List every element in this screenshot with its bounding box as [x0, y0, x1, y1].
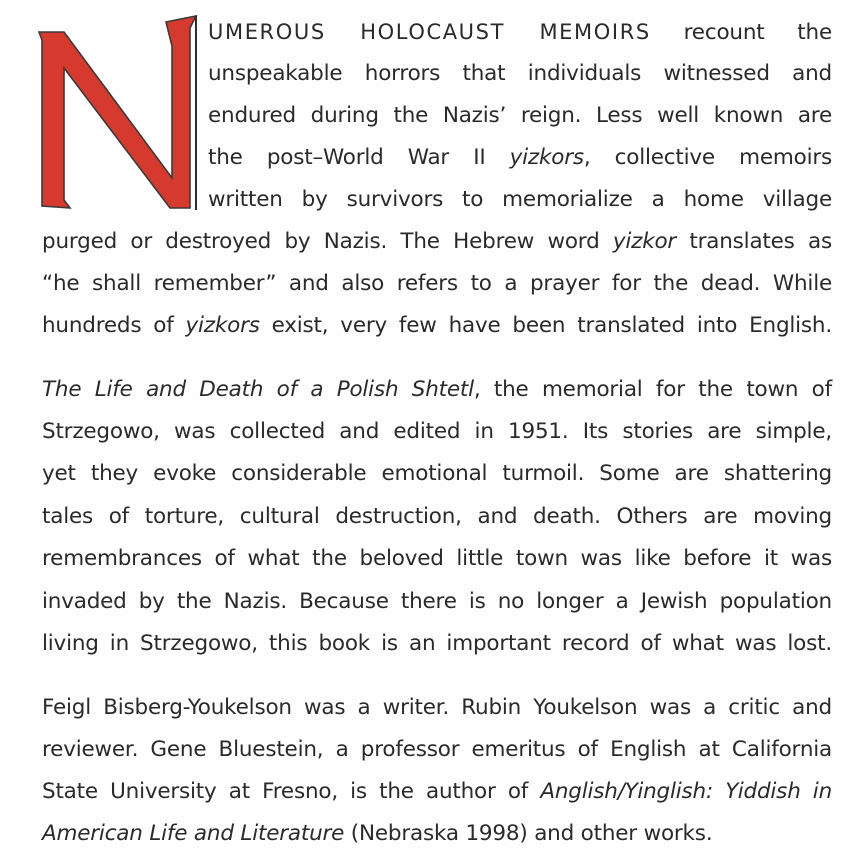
p1-line-6-italic: yizkor — [612, 229, 677, 254]
p3-line-2: reviewer. Gene Bluestein, a professor emeritus of English at California — [42, 737, 832, 762]
p3-line-4-italic: American Life and Literature — [42, 821, 345, 846]
p1-line-7: “he shall remember” and also refers to a prayer for the dead. While — [42, 271, 832, 296]
p1-line-4-after: , collective memoirs — [583, 145, 832, 170]
p1-line-3: endured during the Nazis’ reign. Less well known are — [208, 103, 832, 128]
drop-cap-letter-n — [38, 10, 204, 210]
drop-cap-n-icon — [38, 10, 204, 210]
p1-line-6 — [42, 228, 832, 256]
p2-line-4: tales of torture, cultural destruction, and death. Others are moving — [42, 504, 832, 529]
p2-line-3: yet they evoke considerable emotional turmoil. Some are shattering — [42, 461, 832, 486]
p2-line-5: remembrances of what the beloved little town was like before it was — [42, 546, 832, 571]
p1-line-1 — [208, 18, 832, 47]
p1-line-8 — [42, 312, 832, 340]
p1-line-1-rest: recount the — [650, 20, 832, 45]
p1-line-6-before: purged or destroyed by Nazis. The Hebrew word — [42, 229, 613, 254]
p2-line-1-italic: The Life and Death of a Polish Shtetl — [42, 377, 474, 402]
p1-line-5: written by survivors to memorialize a home village — [208, 187, 832, 212]
p1-line-4 — [208, 144, 832, 172]
p3-line-1: Feigl Bisberg-Youkelson was a writer. Rubin Youkelson was a critic and — [42, 695, 832, 720]
p1-line-4-before: the post–World War II — [208, 145, 510, 170]
p1-line-2: unspeakable horrors that individuals witnessed and — [208, 61, 832, 86]
p3-line-3-before: State University at Fresno, is the author of — [42, 779, 541, 804]
p2-line-2: Strzegowo, was collected and edited in 1951. Its stories are simple, — [42, 419, 832, 444]
p2-line-1-after: , the memorial for the town of — [473, 377, 833, 402]
p2-line-1 — [42, 376, 832, 404]
p1-line-6-after: translates as — [676, 229, 832, 254]
p3-line-3 — [42, 778, 832, 806]
p2-line-6: invaded by the Nazis. Because there is no longer a Jewish population — [42, 589, 832, 614]
p1-line-8-italic: yizkors — [185, 313, 260, 338]
p1-line-8-before: hundreds of — [42, 313, 186, 338]
drop-cap-n-shape — [39, 16, 196, 208]
p2-line-7: living in Strzegowo, this book is an important record of what was lost. — [42, 631, 832, 656]
p1-line-8-after: exist, very few have been translated into English. — [259, 313, 832, 338]
p3-line-3-italic: Anglish/Yinglish: Yiddish in — [540, 779, 833, 804]
p1-line-4-italic: yizkors — [509, 145, 584, 170]
p3-line-4 — [42, 820, 832, 848]
p3-line-4-after: (Nebraska 1998) and other works. — [344, 821, 713, 846]
p1-line-1-smallcaps: UMEROUS HOLOCAUST MEMOIRS — [208, 20, 651, 44]
